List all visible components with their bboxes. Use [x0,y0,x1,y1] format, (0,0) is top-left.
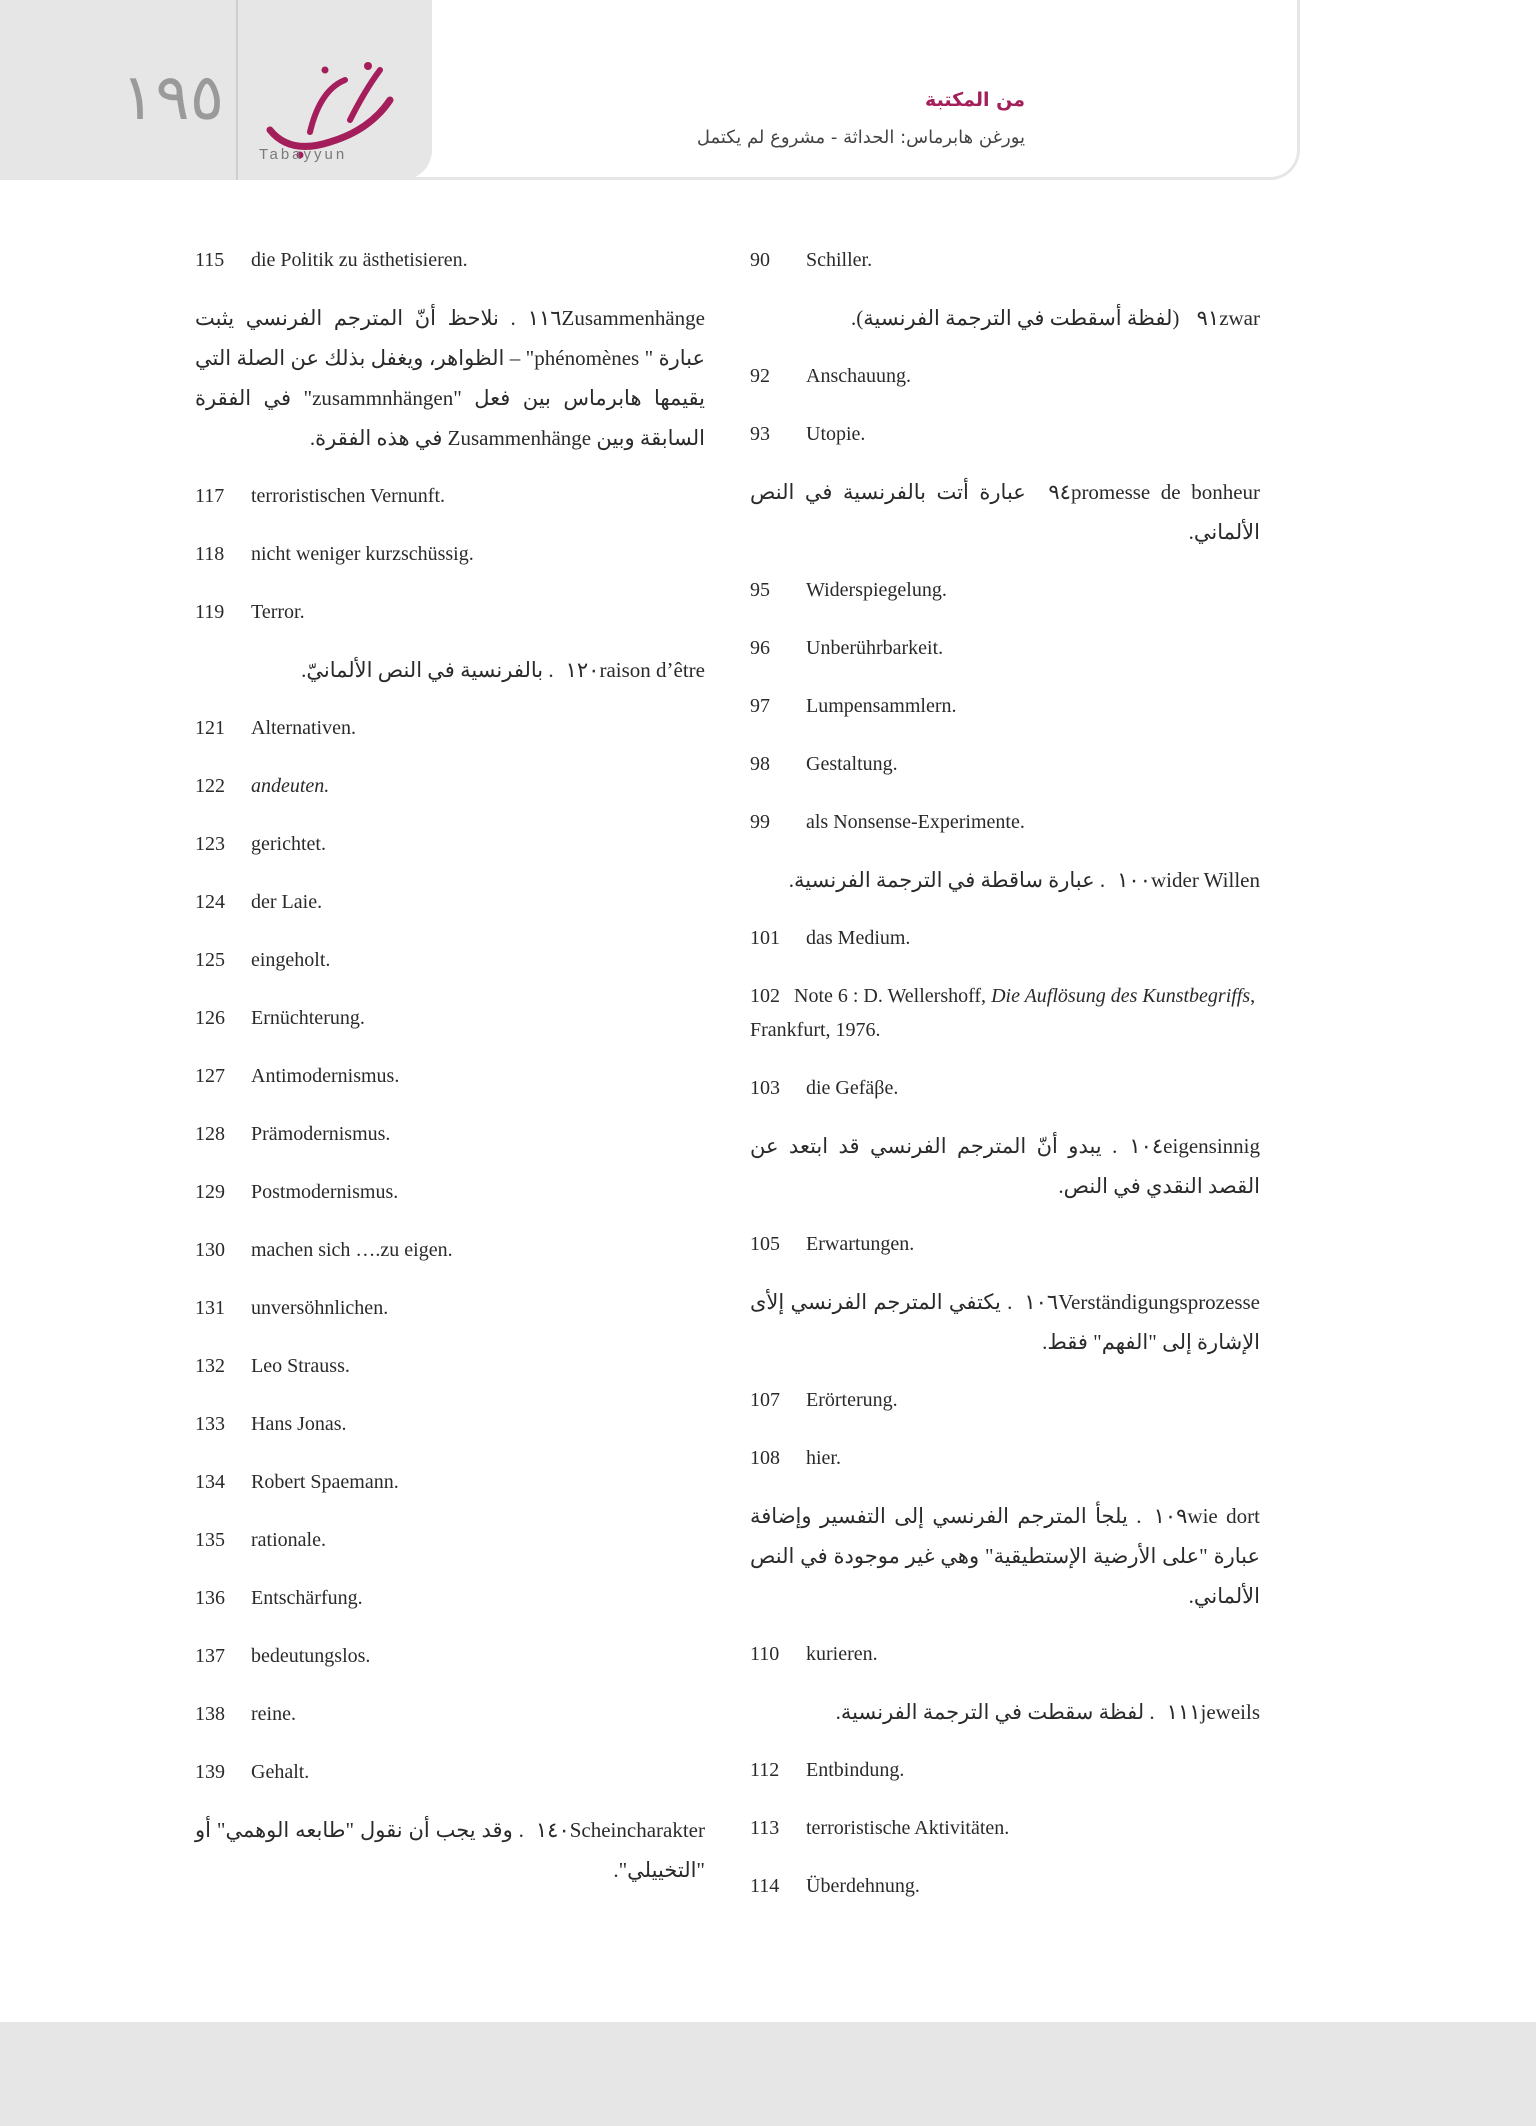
footnote-text: unversöhnlichen. [251,1297,389,1319]
footnote [195,1288,705,1346]
footnote-text: terroristischen Vernunft. [251,485,446,507]
footnote-text: wider Willen. عبارة ساقطة في الترجمة الفرنسية. [788,868,1260,892]
footnote-text: eingeholt. [251,949,331,971]
footnote [195,1578,705,1636]
footnote-text: eigensinnig. يبدو أنّ المترجم الفرنسي قد ابتعد عن القصد النقدي في النص. [750,1134,1260,1198]
footnote-text: Postmodernismus. [251,1181,399,1203]
footnote-text: Lumpensammlern. [806,695,957,717]
footnote-text: hier. [806,1447,841,1469]
footnote-number: 133 [195,1413,225,1435]
footnote-text: zwar (لفظة أسقطت في الترجمة الفرنسية). [851,306,1260,330]
footnote-arabic [750,298,1260,356]
section-title: من المكتبة [925,89,1025,111]
footnote-number: 126 [195,1007,225,1029]
page-number: ١٩٥ [120,61,225,135]
footnote-number: 136 [195,1587,225,1609]
footnote [750,744,1260,802]
footnote-text: die Gefäβe. [806,1077,899,1099]
footnote [195,1172,705,1230]
footnote [195,882,705,940]
footnote-text: Anschauung. [806,365,911,387]
footnote-number: 96 [750,637,770,659]
footnote [195,1056,705,1114]
footnote [750,1068,1260,1126]
footnote-text: Prämodernismus. [251,1123,391,1145]
footnote-number: 138 [195,1703,225,1725]
footnote-arabic [750,1282,1260,1380]
footnote-number: 110 [750,1643,780,1665]
footnote-text: Antimodernismus. [251,1065,400,1087]
footnote [195,1346,705,1404]
notes-column-left [195,240,705,1908]
footnote-text: Überdehnung. [806,1875,920,1897]
footnote-number: 135 [195,1529,225,1551]
footnote-number: 134 [195,1471,225,1493]
footnote-text: Note 6 : D. Wellershoff, [794,985,992,1007]
footnote-arabic [750,1126,1260,1224]
footnote [195,766,705,824]
footnote-number: ١٠٠ [1117,868,1151,892]
footnote [195,240,705,298]
footnote [750,1750,1260,1808]
footnote-number: 115 [195,249,225,271]
footnote-text: Zusammenhänge. نلاحظ أنّ المترجم الفرنسي يثبت عبارة " phénomènes" – الظواهر، ويغفل بذلك عن الصلة التي يقيمها هابرماس بين فعل "zusammnhängen" في الفقرة السابقة وبين Zusammenhänge في هذه الفقرة. [195,306,705,450]
footnote-text: Leo Strauss. [251,1355,350,1377]
footnote-number: 128 [195,1123,225,1145]
footnote-number: 123 [195,833,225,855]
footnote-number: ١٢٠ [565,658,600,682]
footnote-arabic [750,1692,1260,1750]
footnote-text: Verständigungsprozesse. يكتفي المترجم الفرنسي إلأى الإشارة إلى "الفهم" فقط. [750,1290,1260,1354]
footnote-number: 99 [750,811,770,833]
footnote [195,1404,705,1462]
footnote-number: ١٠٤ [1129,1134,1164,1158]
footnote-text: Erwartungen. [806,1233,915,1255]
footnote-text: Erörterung. [806,1389,898,1411]
footnote [750,686,1260,744]
footnote-arabic [195,1810,705,1908]
footnote-text: Widerspiegelung. [806,579,947,601]
footnote [195,534,705,592]
footnote-number: ١٤٠ [535,1818,570,1842]
footnote-number: 103 [750,1077,780,1099]
footnote [750,356,1260,414]
footnote-number: 118 [195,543,225,565]
footnote-number: ٩٤ [1048,480,1071,504]
footnote-number: 112 [750,1759,780,1781]
footnote-number: ١٠٦ [1024,1290,1059,1314]
footnote-number: 125 [195,949,225,971]
footnote-text: als Nonsense-Experimente. [806,811,1025,833]
footnote-number: 124 [195,891,225,913]
footnote-number: 121 [195,717,225,739]
footnote-number: ٩١ [1196,306,1220,330]
footnote [195,1752,705,1810]
footnote-number: 101 [750,927,780,949]
footnote-number: 92 [750,365,770,387]
footnote-number: 98 [750,753,770,775]
footnote-number: ١٠٩ [1153,1504,1188,1528]
footnote [195,1114,705,1172]
footnote [750,1224,1260,1282]
footnote-number: 139 [195,1761,225,1783]
footnote-number: 127 [195,1065,225,1087]
footnote-number: 117 [195,485,225,507]
footnote [750,1808,1260,1866]
footnote [750,1380,1260,1438]
footnote [195,824,705,882]
footnote-number: 132 [195,1355,225,1377]
footnote-text: der Laie. [251,891,323,913]
footnote-number: 90 [750,249,770,271]
footnote-text: promesse de bonheur عبارة أتت بالفرنسية في النص الألماني. [750,480,1261,544]
footnote-number: 122 [195,775,225,797]
footnote-text: , Frankfurt, 1976. [750,985,1256,1041]
footnote [195,1694,705,1752]
footnote-number: ١١١ [1166,1700,1201,1724]
footnote [750,1866,1260,1924]
footnote [195,476,705,534]
logo-latin-text: Tabayyun [259,146,348,163]
footnote-text: Terror. [251,601,305,623]
footnote-text: Gehalt. [251,1761,310,1783]
footnote-number: 108 [750,1447,780,1469]
footnote-text: gerichtet. [251,833,326,855]
footnote-text: Hans Jonas. [251,1413,347,1435]
footnote-arabic [195,650,705,708]
footnote-text: die Politik zu ästhetisieren. [251,249,468,271]
footnote [195,1520,705,1578]
footnote-text: terroristische Aktivitäten. [806,1817,1010,1839]
footnote-text: machen sich ….zu eigen. [251,1239,453,1261]
footnote-number: 93 [750,423,770,445]
footnote [750,1438,1260,1496]
footnote [195,998,705,1056]
footnote-text: kurieren. [806,1643,878,1665]
footnote-arabic [195,298,705,476]
footnote-text: Robert Spaemann. [251,1471,399,1493]
footnote-number: 137 [195,1645,225,1667]
footnote [750,414,1260,472]
section-subtitle: يورغن هابرماس: الحداثة - مشروع لم يكتمل [696,127,1025,148]
footnote-text: Entbindung. [806,1759,905,1781]
notes-column-right [750,240,1260,1924]
footnote-text: rationale. [251,1529,326,1551]
footnote-text: Alternativen. [251,717,356,739]
footnote-number: 107 [750,1389,780,1411]
footnote [750,570,1260,628]
footnote-number: 105 [750,1233,780,1255]
footnote-text: Schiller. [806,249,873,271]
footer-band [0,2022,1536,2126]
footnote-text: andeuten. [251,775,330,797]
footnote-number: 97 [750,695,770,717]
footnote-arabic [750,1496,1260,1634]
footnote-number: 131 [195,1297,225,1319]
footnote-text: jeweils. لفظة سقطت في الترجمة الفرنسية. [835,1700,1260,1724]
footnote-number: ١١٦ [527,306,562,330]
footnote-text: nicht weniger kurzschüssig. [251,543,474,565]
footnote-text: Unberührbarkeit. [806,637,944,659]
footnote-number: 129 [195,1181,225,1203]
footnote-reference [750,976,1260,1068]
footnote-text: Ernüchterung. [251,1007,365,1029]
footnote [750,240,1260,298]
tabayyun-logo [250,60,410,160]
footnote-text: wie dort. يلجأ المترجم الفرنسي إلى التفسير وإضافة عبارة "على الأرضية الإستطيقية" وهي غير موجودة في النص الألماني. [750,1504,1261,1608]
footnote-number: 130 [195,1239,225,1261]
footnote [750,1634,1260,1692]
footnote-text: Gestaltung. [806,753,898,775]
footnote-number: 102 [750,985,780,1007]
footnote-text: Scheincharakter. وقد يجب أن نقول "طابعه الوهمي" أو "التخييلي". [195,1818,705,1882]
footnote-number: 113 [750,1817,780,1839]
footnote [195,1462,705,1520]
footnote-text: reine. [251,1703,296,1725]
footnote-text: Entschärfung. [251,1587,363,1609]
footnote [750,628,1260,686]
tab-divider [236,0,238,180]
footnote [195,940,705,998]
footnote [750,802,1260,860]
footnote-text: raison d’être. بالفرنسية في النص الألمانيّ. [301,658,705,682]
footnote-text: bedeutungslos. [251,1645,371,1667]
page-number-tab [0,0,432,180]
footnote [195,708,705,766]
footnote [195,1230,705,1288]
footnote-text: das Medium. [806,927,911,949]
page-header [0,0,1300,180]
footnote [195,592,705,650]
footnote-number: 119 [195,601,225,623]
footnote-book-title: Die Auflösung des Kunstbegriffs [991,985,1251,1007]
footnote [195,1636,705,1694]
footnote-number: 95 [750,579,770,601]
footnote [750,918,1260,976]
footnote-arabic [750,472,1260,570]
footnote-number: 114 [750,1875,780,1897]
footnote-text: Utopie. [806,423,866,445]
footnote-arabic [750,860,1260,918]
